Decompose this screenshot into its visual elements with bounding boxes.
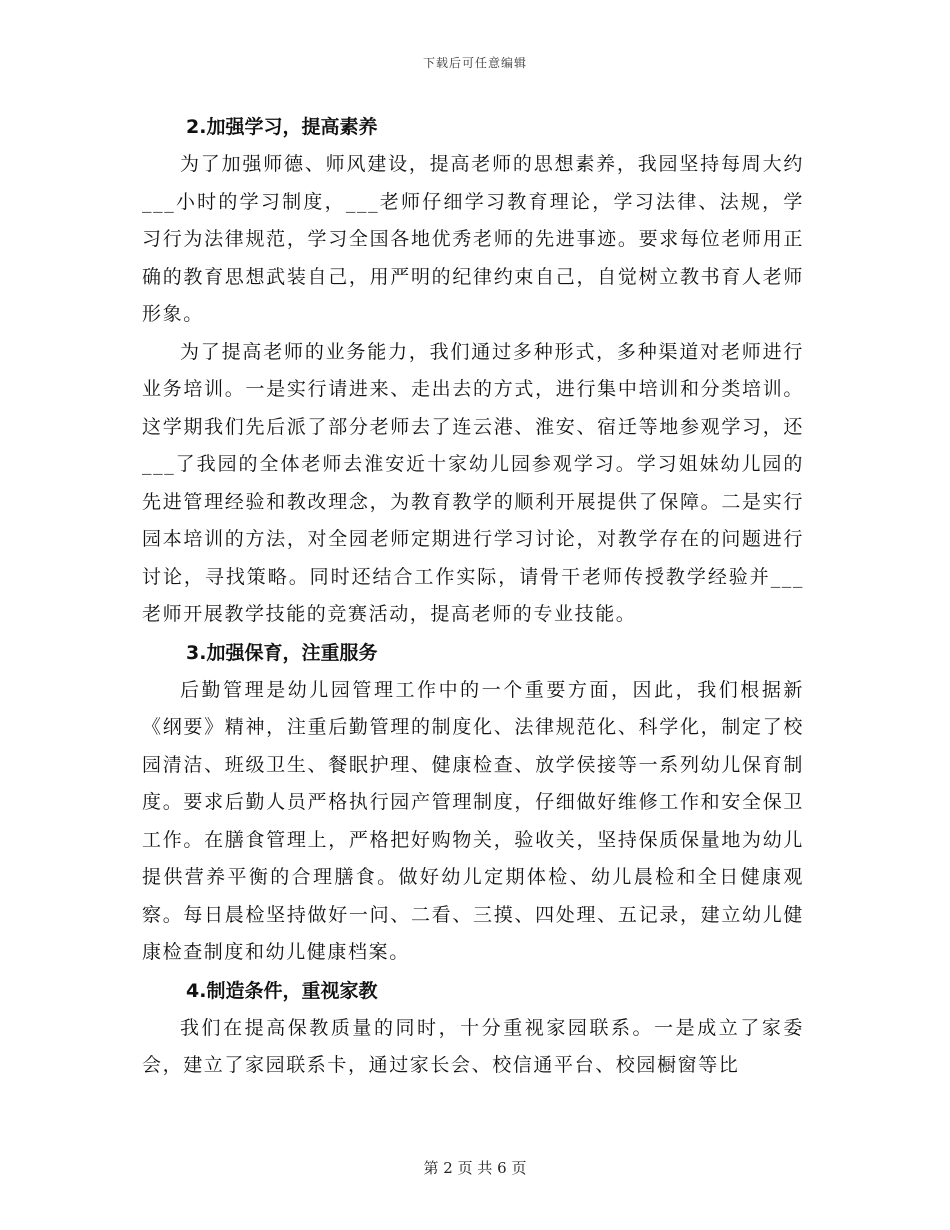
paragraph: 我们在提高保教质量的同时，十分重视家园联系。一是成立了家委会，建立了家园联系卡，通过家长会、校信通平台、校园橱窗等比 [142,1016,804,1076]
page-number: 第 2 页 共 6 页 [423,1159,527,1177]
section-heading: 4.制造条件，重视家教 [186,979,378,1002]
section-heading: 3.加强保育，注重服务 [186,641,378,664]
paragraph: 后勤管理是幼儿园管理工作中的一个重要方面，因此，我们根据新《纲要》精神，注重后勤管理的制度化、法律规范化、科学化，制定了校园清洁、班级卫生、餐眠护理、健康检查、放学侯接等一系列幼儿保育制度。要求后勤人员严格执行园产管理制度，仔细做好维修工作和安全保卫工作。在膳食管理上，严格把好购物关，验收关，坚持保质保量地为幼儿提供营养平衡的合理膳食。做好幼儿定期体检、幼儿晨检和全日健康观察。每日晨检坚持做好一问、二看、三摸、四处理、五记录，建立幼儿健康检查制度和幼儿健康档案。 [142,678,804,963]
paragraph: 为了提高老师的业务能力，我们通过多种形式，多种渠道对老师进行业务培训。一是实行请进来、走出去的方式，进行集中培训和分类培训。这学期我们先后派了部分老师去了连云港、淮安、宿迁等地参观学习，还___了我园的全体老师去淮安近十家幼儿园参观学习。学习姐妹幼儿园的先进管理经验和教改理念，为教育教学的顺利开展提供了保障。二是实行园本培训的方法，对全园老师定期进行学习讨论，对教学存在的问题进行讨论，寻找策略。同时还结合工作实际，请骨干老师传授教学经验并___老师开展教学技能的竞赛活动，提高老师的专业技能。 [142,340,804,625]
document-body [142,108,804,1085]
section-heading: 2.加强学习，提高素养 [186,116,378,138]
paragraph: 为了加强师德、师风建设，提高老师的思想素养，我园坚持每周大约___小时的学习制度，___老师仔细学习教育理论，学习法律、法规，学习行为法律规范，学习全国各地优秀老师的先进事迹。要求每位老师用正确的教育思想武装自己，用严明的纪律约束自己，自觉树立教书育人老师形象。 [142,153,804,325]
header-note: 下载后可任意编辑 [422,56,527,70]
